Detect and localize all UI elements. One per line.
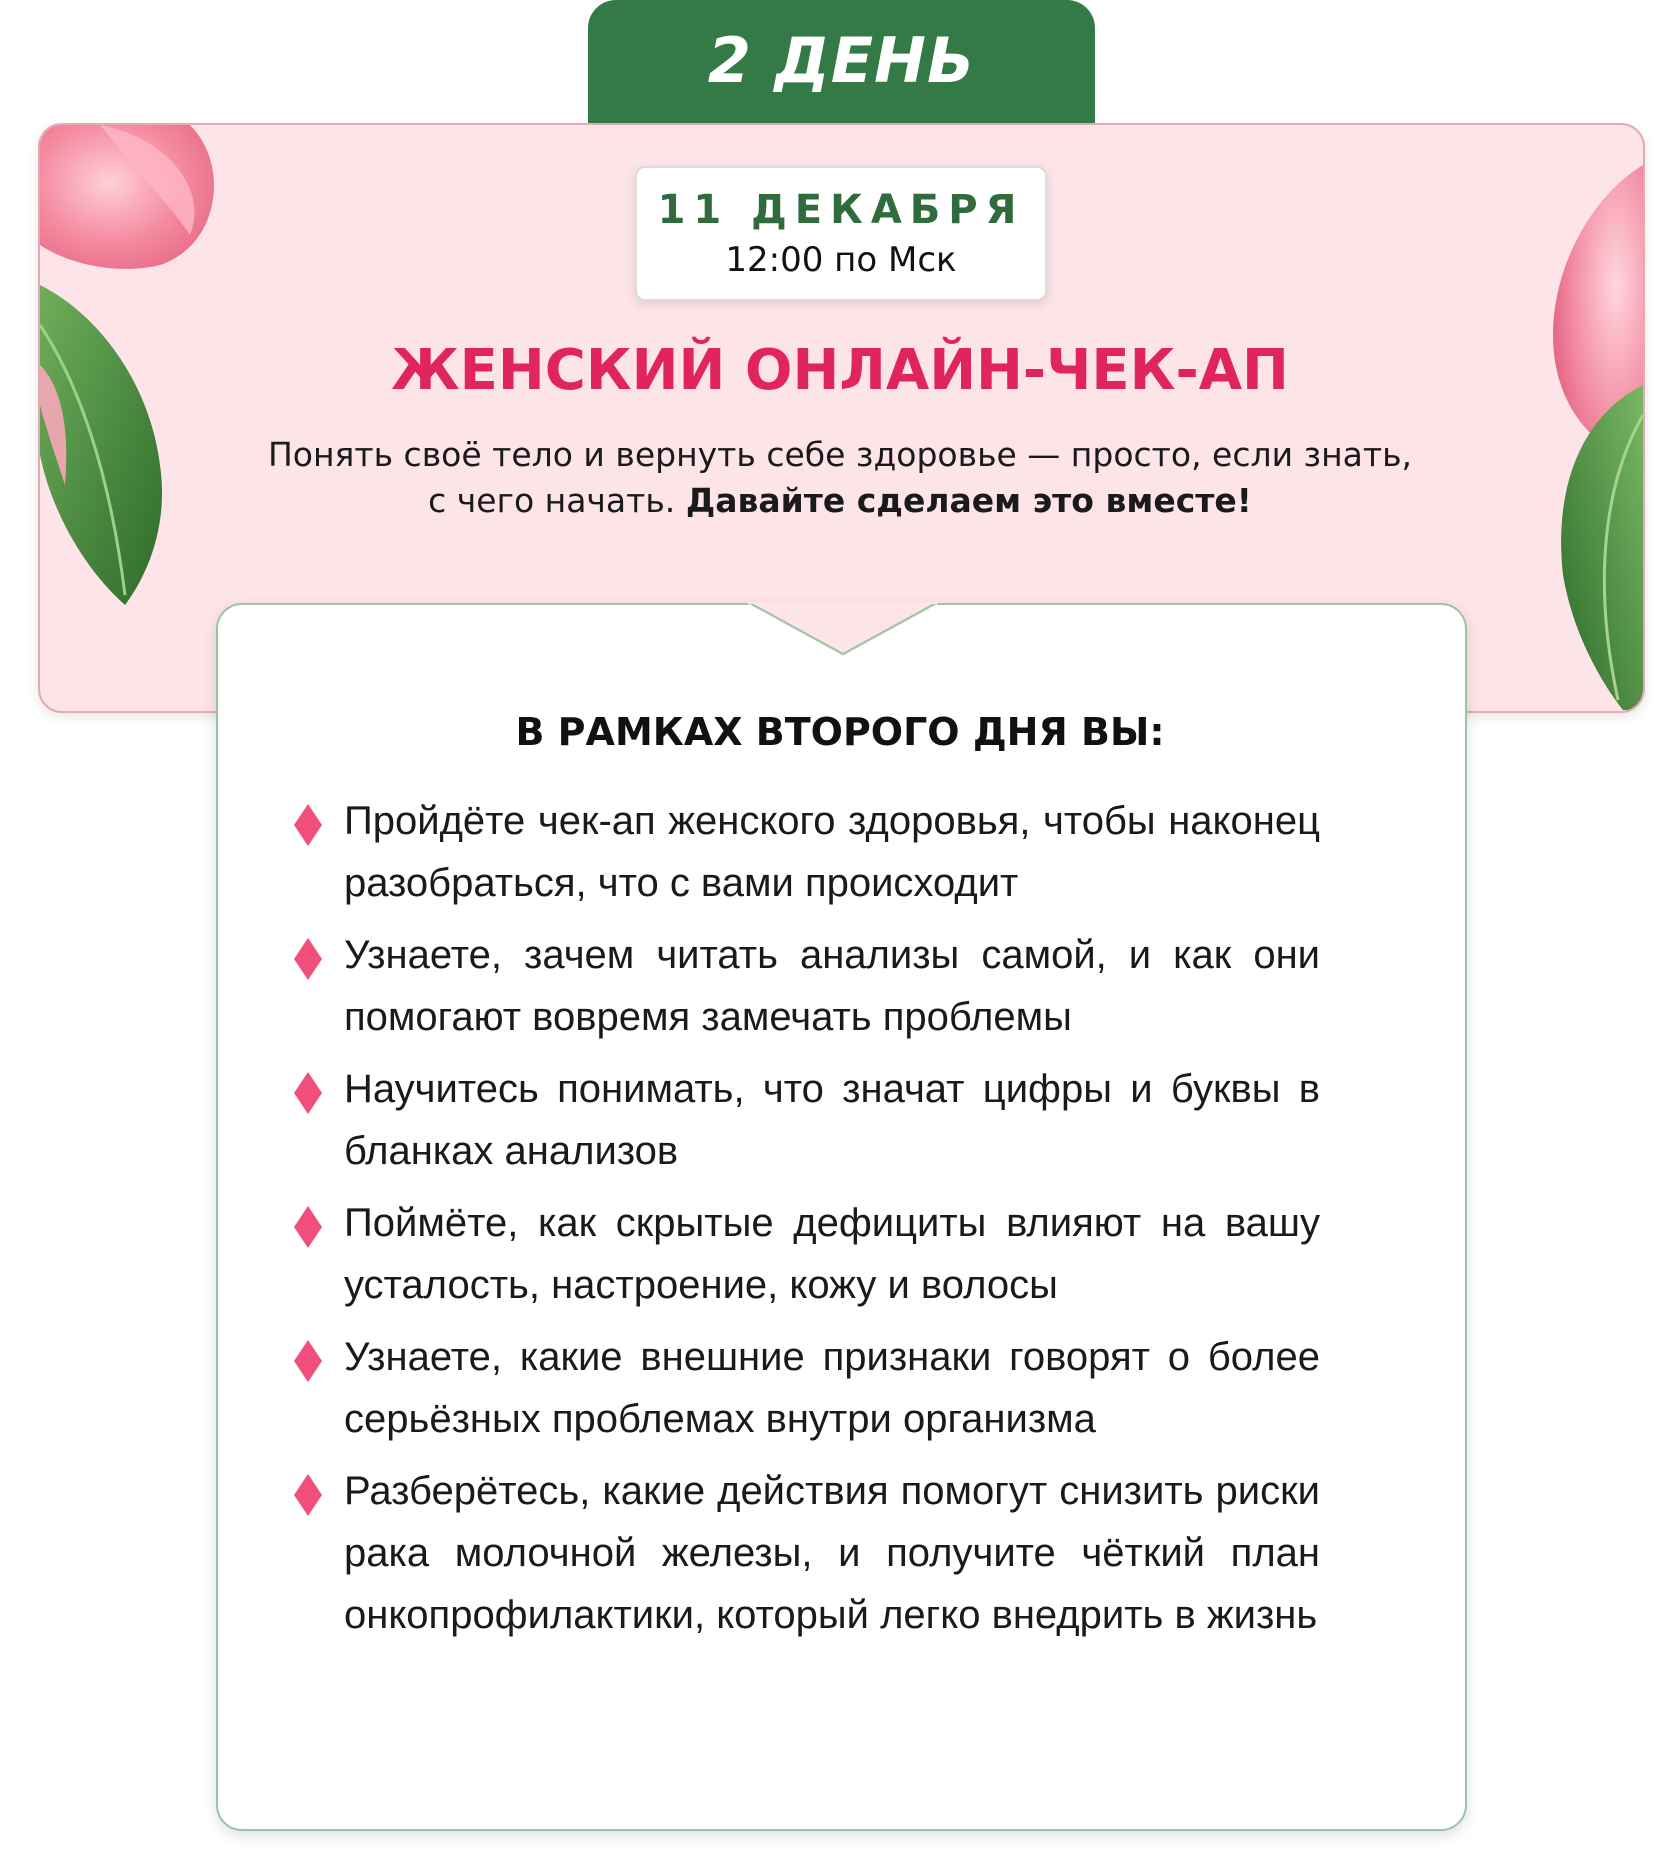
diamond-bullet-icon: [294, 938, 322, 980]
list-item: [290, 1460, 1320, 1646]
day-tab: [588, 0, 1095, 130]
list-item-text: Узнаете, зачем читать анализы самой, и как они помогают вовремя замечать проблемы: [344, 933, 1320, 1039]
list-item: [290, 1326, 1320, 1450]
list-item: [290, 924, 1320, 1048]
diamond-bullet-icon: [294, 1072, 322, 1114]
list-item: [290, 790, 1320, 914]
list-item-text: Узнаете, какие внешние признаки говорят о более серьёзных проблемах внутри организма: [344, 1335, 1320, 1441]
subtitle-line2-plain: с чего начать.: [428, 481, 676, 520]
program-heading: В РАМКАХ ВТОРОГО ДНЯ ВЫ:: [515, 710, 1165, 754]
diamond-bullet-icon: [294, 1340, 322, 1382]
card-notch: [748, 602, 938, 658]
subtitle-line1: Понять своё тело и вернуть себе здоровье — просто, если знать,: [267, 435, 1413, 474]
event-time: 12:00 по Мск: [725, 239, 957, 280]
list-item-text: Научитесь понимать, что значат цифры и буквы в бланках анализов: [344, 1067, 1320, 1173]
list-item: [290, 1192, 1320, 1316]
list-item-text: Пройдёте чек-ап женского здоровья, чтобы наконец разобраться, что с вами происходит: [344, 799, 1320, 905]
event-title: ЖЕНСКИЙ ОНЛАЙН-ЧЕК-АП: [391, 338, 1289, 403]
rose-petal-right-icon: [1533, 155, 1643, 713]
day-label: 2 ДЕНЬ: [707, 24, 976, 97]
program-list: [290, 790, 1320, 1656]
diamond-bullet-icon: [294, 1206, 322, 1248]
event-subtitle: [180, 432, 1500, 524]
list-item-text: Поймёте, как скрытые дефициты влияют на вашу усталость, настроение, кожу и волосы: [344, 1201, 1320, 1307]
list-item: [290, 1058, 1320, 1182]
diamond-bullet-icon: [294, 1474, 322, 1516]
list-item-text: Разберётесь, какие действия помогут снизить риски рака молочной железы, и получите чёткий план онкопрофилактики, который легко внедрить в жизнь: [344, 1469, 1320, 1637]
event-date-box: [635, 166, 1047, 301]
event-date: 11 ДЕКАБРЯ: [657, 186, 1025, 233]
subtitle-line2-bold: Давайте сделаем это вместе!: [685, 481, 1252, 520]
diamond-bullet-icon: [294, 804, 322, 846]
